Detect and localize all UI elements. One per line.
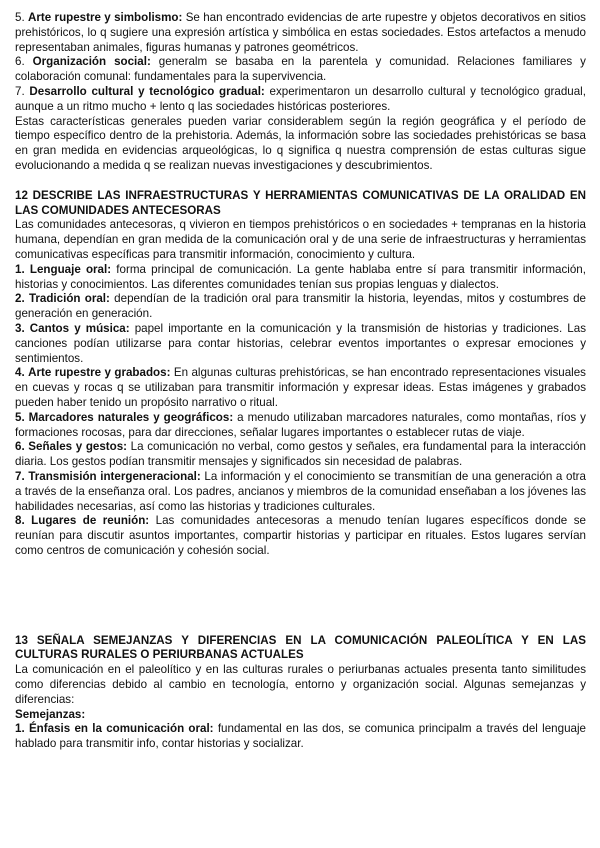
list-item: 1. Énfasis en la comunicación oral: fundamental en las dos, se comunica principalm a través del lenguaje hablado para transmitir info, contar historias y socializar. xyxy=(15,722,586,751)
list-item: 3. Cantos y música: papel importante en la comunicación y la transmisión de historias y tradiciones. Las canciones podían utilizarse para contar historias, celebrar eventos importantes o expresar emociones y sentimientos. xyxy=(15,321,586,365)
list-item: 2. Tradición oral: dependían de la tradición oral para transmitir la historia, leyendas, mitos y costumbres de generación en generación. xyxy=(15,292,586,321)
list-item: 4. Arte rupestre y grabados: En algunas culturas prehistóricas, se han encontrado representaciones visuales en cuevas y rocas q se utilizaban para transmitir información y expresar ideas. Estas imágenes y grabados pueden haber tenido un propósito narrativo o ritual. xyxy=(15,366,586,409)
list-item: 6. Organización social: generalm se basaba en la parentela y comunidad. Relaciones familiares y colaboración comunal: fundamentales para la supervivencia. xyxy=(15,55,586,84)
list-item: 7. Desarrollo cultural y tecnológico gradual: experimentaron un desarrollo cultural y tecnológico gradual, aunque a un ritmo mucho + lento q las sociedades históricas posteriores. xyxy=(15,84,586,113)
section-13-intro: La comunicación en el paleolítico y en las culturas rurales o periurbanas actuales presenta tanto similitudes como diferencias debido al cambio en tecnología, entorno y organización social. Algunas semejanzas y diferencias: xyxy=(15,663,586,706)
section-13-heading: 13 SEÑALA SEMEJANZAS Y DIFERENCIAS EN LA COMUNICACIÓN PALEOLÍTICA Y EN LAS CULTURAS RURALES O PERIURBANAS ACTUALES xyxy=(15,633,586,662)
list-item: 8. Lugares de reunión: Las comunidades antecesoras a menudo tenían lugares específicos donde se reunían para discutir asuntos importantes, compartir historias y participar en rituales. Estos lugares servían como centros de comunicación y cohesión social. xyxy=(15,514,586,557)
list-item: 1. Lenguaje oral: forma principal de comunicación. La gente hablaba entre sí para transmitir información, historias y conocimientos. Las diferentes comunidades tenían sus propias lenguas y dialectos. xyxy=(15,262,586,291)
section-12-heading: 12 DESCRIBE LAS INFRAESTRUCTURAS Y HERRAMIENTAS COMUNICATIVAS DE LA ORALIDAD EN LAS COMUNIDADES ANTECESORAS xyxy=(15,188,586,217)
closing-paragraph: Estas características generales pueden variar considerablem según la región geográfica y el período de tiempo específico dentro de la prehistoria. Además, la información sobre las sociedades prehistóricas se basa en gran medida en evidencias arqueológicas, lo q significa q nuestra comprensión de estas culturas sigue evolucionando a medida q se realizan nuevas investigaciones y descubrimientos. xyxy=(15,114,586,172)
list-item: 5. Arte rupestre y simbolismo: Se han encontrado evidencias de arte rupestre y objetos decorativos en sitios prehistóricos, lo q sugiere una expresión artística y simbólica en estas sociedades. Estos artefactos a menudo representaban animales, figuras humanas y patrones geométricos. xyxy=(15,11,586,54)
list-item: 7. Transmisión intergeneracional: La información y el conocimiento se transmitían de una generación a otra a través de la enseñanza oral. Los padres, ancianos y miembros de la comunidad enseñaban a los jóvenes las habilidades necesarias, así como las historias y tradiciones culturales. xyxy=(15,469,586,513)
list-item: 5. Marcadores naturales y geográficos: a menudo utilizaban marcadores naturales, como montañas, ríos y formaciones rocosas, para dar direcciones, señalar lugares importantes o establecer rutas de viaje. xyxy=(15,410,586,439)
section-12-intro: Las comunidades antecesoras, q vivieron en tiempos prehistóricos o en sociedades + tempranas en la historia humana, dependían en gran medida de la comunicación oral y de una serie de infraestructuras y herramientas comunicativas específicas para transmitir información, conocimiento y cultura. xyxy=(15,218,586,261)
list-item: 6. Señales y gestos: La comunicación no verbal, como gestos y señales, era fundamental para la interacción diaria. Los gestos podían transmitir mensajes y significados sin necesidad de palabras. xyxy=(15,440,586,469)
similarities-subheading: Semejanzas: xyxy=(15,707,86,721)
